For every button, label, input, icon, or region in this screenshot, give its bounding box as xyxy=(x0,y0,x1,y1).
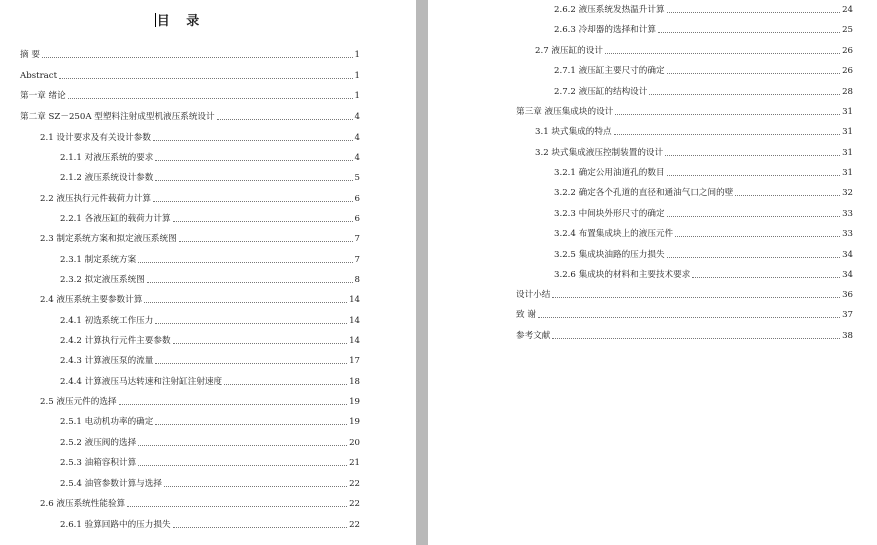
dot-leader xyxy=(155,323,347,324)
toc-entry-label: 2.5 液压元件的选择 xyxy=(40,397,117,407)
toc-entry-label: 2.6.3 冷却器的选择和计算 xyxy=(554,25,656,35)
dot-leader xyxy=(217,119,353,120)
toc-entry-label: 2.1.2 液压系统设计参数 xyxy=(60,173,154,183)
toc-page-number: 5 xyxy=(354,173,360,183)
toc-entry-label: Abstract xyxy=(20,71,58,81)
dot-leader xyxy=(119,404,348,405)
dot-leader xyxy=(173,527,348,528)
toc-entry[interactable] xyxy=(20,109,360,123)
toc-entry[interactable] xyxy=(554,22,853,36)
toc-page-number: 38 xyxy=(842,331,853,341)
toc-entry-label: 2.4.1 初选系统工作压力 xyxy=(60,316,154,326)
page-gutter xyxy=(416,0,428,545)
toc-page-number: 22 xyxy=(349,479,360,489)
dot-leader xyxy=(605,53,840,54)
toc-entry[interactable] xyxy=(554,2,853,16)
toc-entry[interactable] xyxy=(20,88,360,102)
toc-entry-label: 2.7.1 液压缸主要尺寸的确定 xyxy=(554,66,665,76)
dot-leader xyxy=(155,363,347,364)
toc-entry[interactable] xyxy=(40,292,360,306)
toc-entry-label: 致 谢 xyxy=(516,310,536,320)
toc-page-number: 4 xyxy=(354,153,360,163)
toc-entry-label: 2.6.1 验算回路中的压力损失 xyxy=(60,520,171,530)
toc-entry[interactable] xyxy=(40,231,360,245)
dot-leader xyxy=(42,57,353,58)
toc-page-number: 34 xyxy=(842,270,853,280)
toc-entry[interactable] xyxy=(535,145,853,159)
dot-leader xyxy=(667,12,841,13)
toc-page-number: 6 xyxy=(354,214,360,224)
toc-entry-label: 2.3.2 拟定液压系统图 xyxy=(60,275,145,285)
toc-page-number: 4 xyxy=(354,112,360,122)
toc-entry-label: 2.5.3 油箱容积计算 xyxy=(60,458,137,468)
toc-page-number: 1 xyxy=(354,91,360,101)
toc-entry[interactable] xyxy=(60,333,360,347)
dot-leader xyxy=(138,465,347,466)
toc-entry-label: 3.1 块式集成的特点 xyxy=(535,127,612,137)
toc-entry[interactable] xyxy=(60,211,360,225)
toc-entry[interactable] xyxy=(40,394,360,408)
toc-entry[interactable] xyxy=(60,414,360,428)
toc-page-number: 14 xyxy=(349,316,360,326)
dot-leader xyxy=(153,201,353,202)
dot-leader xyxy=(552,297,840,298)
toc-entry[interactable] xyxy=(40,496,360,510)
toc-entry[interactable] xyxy=(20,47,360,61)
dot-leader xyxy=(173,343,348,344)
toc-entry[interactable] xyxy=(554,247,853,261)
toc-entry-label: 摘 要 xyxy=(20,50,40,60)
dot-leader xyxy=(179,241,353,242)
toc-entry[interactable] xyxy=(60,455,360,469)
toc-entry[interactable] xyxy=(60,374,360,388)
toc-entry[interactable] xyxy=(60,353,360,367)
toc-entry-label: 2.3 制定系统方案和拟定液压系统图 xyxy=(40,234,177,244)
text-cursor xyxy=(155,13,156,27)
toc-entry-label: 2.2 液压执行元件载荷力计算 xyxy=(40,194,151,204)
toc-page-number: 6 xyxy=(354,194,360,204)
toc-entry-label: 2.7 液压缸的设计 xyxy=(535,46,603,56)
toc-page-number: 34 xyxy=(842,250,853,260)
dot-leader xyxy=(692,277,840,278)
toc-entry[interactable] xyxy=(554,267,853,281)
dot-leader xyxy=(173,221,353,222)
toc-page-number: 22 xyxy=(349,499,360,509)
toc-entry-label: 2.3.1 制定系统方案 xyxy=(60,255,137,265)
toc-entry[interactable] xyxy=(554,206,853,220)
dot-leader xyxy=(155,424,347,425)
toc-entry-label: 2.5.4 油管参数计算与选择 xyxy=(60,479,162,489)
dot-leader xyxy=(667,257,841,258)
toc-entry-label: 2.5.2 液压阀的选择 xyxy=(60,438,137,448)
toc-entry[interactable] xyxy=(516,307,853,321)
toc-entry-label: 3.2.5 集成块油路的压力损失 xyxy=(554,250,665,260)
toc-entry-label: 设计小结 xyxy=(516,290,551,300)
dot-leader xyxy=(667,216,841,217)
toc-page-number: 31 xyxy=(842,148,853,158)
dot-leader xyxy=(667,175,841,176)
toc-entry[interactable] xyxy=(554,165,853,179)
toc-page-number: 33 xyxy=(842,229,853,239)
toc-page-number: 36 xyxy=(842,290,853,300)
toc-entry-label: 2.4 液压系统主要参数计算 xyxy=(40,295,143,305)
toc-page-number: 22 xyxy=(349,520,360,530)
dot-leader xyxy=(138,262,352,263)
toc-entry-label: 3.2.4 布置集成块上的液压元件 xyxy=(554,229,674,239)
toc-page-number: 28 xyxy=(842,87,853,97)
toc-entry-label: 2.5.1 电动机功率的确定 xyxy=(60,417,154,427)
toc-entry[interactable] xyxy=(554,84,853,98)
dot-leader xyxy=(665,155,840,156)
toc-entry[interactable] xyxy=(516,104,853,118)
toc-entry-label: 3.2.6 集成块的材料和主要技术要求 xyxy=(554,270,691,280)
dot-leader xyxy=(658,32,840,33)
toc-entry-label: 3.2.3 中间块外形尺寸的确定 xyxy=(554,209,665,219)
toc-entry[interactable] xyxy=(40,191,360,205)
toc-page-number: 8 xyxy=(354,275,360,285)
toc-entry[interactable] xyxy=(60,272,360,286)
toc-entry-label: 2.7.2 液压缸的结构设计 xyxy=(554,87,648,97)
dot-leader xyxy=(127,506,347,507)
dot-leader xyxy=(68,98,353,99)
toc-entry[interactable] xyxy=(535,124,853,138)
toc-page-number: 31 xyxy=(842,127,853,137)
toc-entry[interactable] xyxy=(516,328,853,342)
toc-page-number: 24 xyxy=(842,5,853,15)
toc-entry[interactable] xyxy=(60,313,360,327)
toc-page-number: 17 xyxy=(349,356,360,366)
toc-page-number: 7 xyxy=(354,234,360,244)
toc-entry[interactable] xyxy=(554,63,853,77)
toc-entry[interactable] xyxy=(516,287,853,301)
toc-entry[interactable] xyxy=(60,170,360,184)
toc-page-number: 14 xyxy=(349,336,360,346)
right-page xyxy=(428,0,877,545)
left-page xyxy=(0,0,416,545)
dot-leader xyxy=(614,134,841,135)
dot-leader xyxy=(155,180,352,181)
toc-entry-label: 2.1 设计要求及有关设计参数 xyxy=(40,133,151,143)
dot-leader xyxy=(144,302,347,303)
toc-page-number: 20 xyxy=(349,438,360,448)
toc-entry-label: 2.4.4 计算液压马达转速和注射缸注射速度 xyxy=(60,377,223,387)
toc-entry-label: 2.6 液压系统性能验算 xyxy=(40,499,126,509)
toc-entry[interactable] xyxy=(20,68,360,82)
dot-leader xyxy=(675,236,840,237)
toc-page-number: 19 xyxy=(349,417,360,427)
toc-entry[interactable] xyxy=(60,476,360,490)
dot-leader xyxy=(552,338,840,339)
toc-page-number: 26 xyxy=(842,66,853,76)
dot-leader xyxy=(138,445,347,446)
toc-entry-label: 3.2.1 确定公用油道孔的数目 xyxy=(554,168,665,178)
toc-entry-label: 2.6.2 液压系统发热温升计算 xyxy=(554,5,665,15)
toc-entry-label: 第一章 绪论 xyxy=(20,91,66,101)
toc-page-number: 1 xyxy=(354,50,360,60)
toc-entry[interactable] xyxy=(535,43,853,57)
toc-page-number: 31 xyxy=(842,168,853,178)
dot-leader xyxy=(153,140,353,141)
toc-entry-label: 2.4.2 计算执行元件主要参数 xyxy=(60,336,171,346)
toc-title: 目 录 xyxy=(156,14,206,29)
dot-leader xyxy=(667,73,841,74)
toc-page-number: 7 xyxy=(354,255,360,265)
dot-leader xyxy=(155,160,352,161)
dot-leader xyxy=(649,94,840,95)
toc-entry[interactable] xyxy=(60,517,360,531)
dot-leader xyxy=(224,384,347,385)
toc-page-number: 31 xyxy=(842,107,853,117)
dot-leader xyxy=(735,195,840,196)
dot-leader xyxy=(615,114,840,115)
toc-entry-label: 3.2.2 确定各个孔道的直径和通油气口之间的壁 xyxy=(554,188,734,198)
toc-entry[interactable] xyxy=(60,252,360,266)
toc-page-number: 4 xyxy=(354,133,360,143)
toc-entry-label: 2.4.3 计算液压泵的流量 xyxy=(60,356,154,366)
dot-leader xyxy=(164,486,347,487)
toc-entry[interactable] xyxy=(60,435,360,449)
toc-entry-label: 3.2 块式集成液压控制装置的设计 xyxy=(535,148,664,158)
toc-page-number: 1 xyxy=(354,71,360,81)
toc-page-number: 26 xyxy=(842,46,853,56)
toc-entry[interactable] xyxy=(554,226,853,240)
toc-page-number: 37 xyxy=(842,310,853,320)
dot-leader xyxy=(147,282,353,283)
toc-entry[interactable] xyxy=(60,150,360,164)
toc-page-number: 33 xyxy=(842,209,853,219)
toc-entry-label: 第二章 SZ－250A 型塑料注射成型机液压系统设计 xyxy=(20,112,215,122)
toc-page-number: 18 xyxy=(349,377,360,387)
dot-leader xyxy=(538,317,840,318)
toc-page-number: 32 xyxy=(842,188,853,198)
dot-leader xyxy=(59,78,352,79)
toc-entry[interactable] xyxy=(40,130,360,144)
toc-entry-label: 2.1.1 对液压系统的要求 xyxy=(60,153,154,163)
toc-entry-label: 第三章 液压集成块的设计 xyxy=(516,107,614,117)
toc-page-number: 19 xyxy=(349,397,360,407)
toc-page-number: 25 xyxy=(842,25,853,35)
toc-entry[interactable] xyxy=(554,185,853,199)
toc-entry-label: 2.2.1 各液压缸的载荷力计算 xyxy=(60,214,171,224)
toc-entry-label: 参考文献 xyxy=(516,331,551,341)
toc-page-number: 14 xyxy=(349,295,360,305)
toc-page-number: 21 xyxy=(349,458,360,468)
